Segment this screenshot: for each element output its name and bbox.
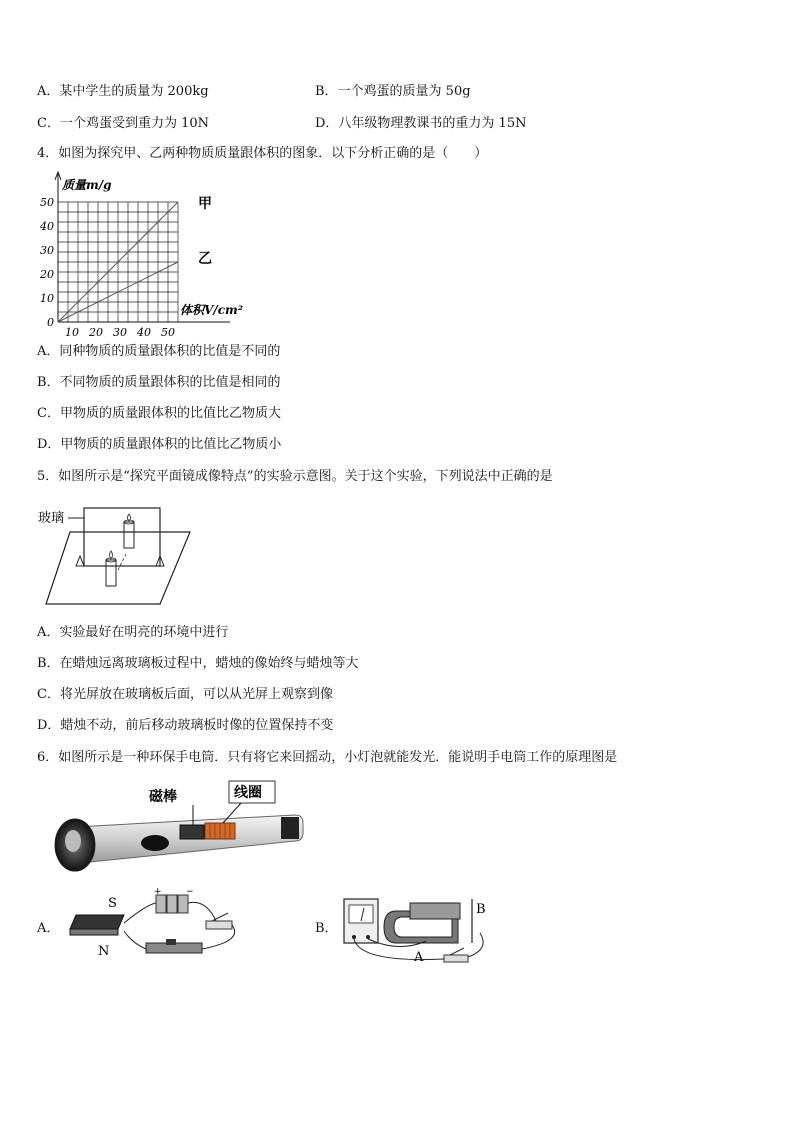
q6-flashlight-photo (45, 775, 307, 875)
y-tick-label: 10 (40, 292, 54, 305)
q4-option-d: D．甲物质的质量跟体积的比值比乙物质小 (37, 437, 282, 452)
candle-icon (106, 560, 116, 586)
y-tick-label: 50 (40, 196, 54, 209)
switch-icon (206, 913, 232, 929)
q5-option-c: C．将光屏放在玻璃板后面，可以从光屏上观察到像 (37, 687, 333, 702)
galvanometer-icon (344, 899, 378, 943)
magnet-bar-icon (180, 825, 204, 839)
battery-icon (154, 887, 194, 913)
candle-image-icon (124, 522, 134, 548)
table-plate (46, 532, 190, 604)
svg-text:+: + (154, 887, 162, 897)
q5-stem: 5．如图所示是“探究平面镜成像特点”的实验示意图。关于这个实验，下列说法中正确的是 (37, 469, 553, 484)
magnet-icon (70, 915, 124, 929)
q3-option-b: B．一个鸡蛋的质量为 50g (315, 84, 471, 99)
point-a-label: A (414, 950, 424, 965)
q6-stem: 6．如图所示是一种环保手电筒．只有将它来回摇动，小灯泡就能发光．能说明手电筒工作的原理图是 (37, 750, 618, 765)
q5-plane-mirror-figure (38, 500, 198, 610)
q5-option-b: B．在蜡烛远离玻璃板过程中，蜡烛的像始终与蜡烛等大 (37, 656, 359, 671)
q4-option-c: C．甲物质的质量跟体积的比值比乙物质大 (37, 406, 281, 421)
q4-stem: 4．如图为探究甲、乙两种物质质量跟体积的图象．以下分析正确的是（ ） (37, 146, 488, 161)
q3-option-a: A．某中学生的质量为 200kg (37, 84, 209, 99)
switch-icon (141, 835, 169, 851)
q6-option-b-circuit (340, 893, 495, 971)
q5-option-d: D．蜡烛不动，前后移动玻璃板时像的位置保持不变 (37, 718, 334, 733)
q4-mass-volume-chart (36, 170, 243, 340)
glass-plate-icon (84, 508, 160, 566)
q5-option-a: A．实验最好在明亮的环境中进行 (37, 625, 229, 640)
x-tick-label: 50 (161, 326, 175, 339)
y-tick-label: 30 (40, 244, 54, 257)
series-label-jia: 甲 (198, 196, 212, 212)
q4-option-b: B．不同物质的质量跟体积的比值是相同的 (37, 375, 281, 390)
q6-option-a-label: A． (37, 921, 60, 936)
q6-option-b-label: B． (315, 921, 338, 936)
coil-label: 线圈 (234, 785, 262, 801)
y-tick-label: 0 (47, 316, 54, 329)
pole-n-label: N (98, 944, 110, 959)
glass-label: 玻璃 (38, 511, 65, 526)
x-tick-label: 20 (89, 326, 103, 339)
q3-option-c: C．一个鸡蛋受到重力为 10N (37, 116, 209, 131)
rheostat-icon (146, 939, 202, 953)
q4-option-a: A．同种物质的质量跟体积的比值是不同的 (37, 344, 281, 359)
y-tick-label: 40 (40, 220, 54, 233)
q3-option-d: D．八年级物理教课书的重力为 15N (315, 116, 527, 131)
x-axis-label: 体积V/cm² (180, 303, 243, 317)
q6-option-a-circuit (66, 885, 246, 967)
magnet-label: 磁棒 (149, 789, 177, 805)
pole-s-label: S (108, 896, 117, 911)
x-tick-label: 30 (113, 326, 127, 339)
switch-icon (444, 948, 468, 962)
x-tick-label: 40 (137, 326, 151, 339)
svg-text:−: − (186, 887, 194, 897)
point-b-label: B (476, 902, 486, 917)
x-tick-label: 10 (65, 326, 79, 339)
series-label-yi: 乙 (198, 251, 212, 268)
y-tick-label: 20 (40, 268, 54, 281)
y-axis-label: 质量m/g (62, 178, 112, 192)
